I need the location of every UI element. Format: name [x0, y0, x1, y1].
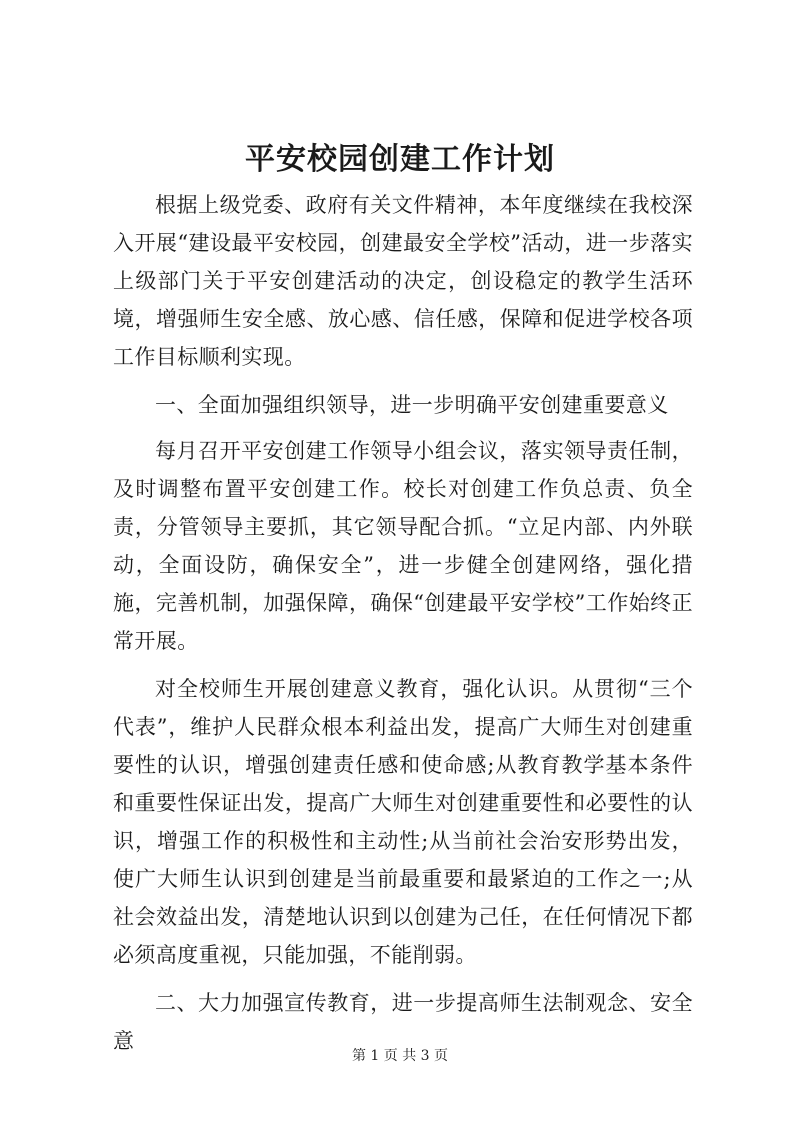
document-title: 平安校园创建工作计划 [245, 142, 555, 177]
paragraph-section-1-a: 每月召开平安创建工作领导小组会议，落实领导责任制，及时调整布置平安创建工作。校长对创建工作负总责、负全责，分管领导主要抓，其它领导配合抓。“立足内部、内外联动，全面设防，确保安全”，进一步健全创建网络，强化措施，完善机制，加强保障，确保“创建最平安学校”工作始终正常开展。 [113, 439, 693, 653]
document-body [113, 186, 693, 1068]
section-heading-1: 一、全面加强组织领导，进一步明确平安创建重要意义 [155, 393, 669, 417]
paragraph-intro: 根据上级党委、政府有关文件精神，本年度继续在我校深入开展“建设最平安校园，创建最安全学校”活动，进一步落实上级部门关于平安创建活动的决定，创设稳定的教学生活环境，增强师生安全感、放心感、信任感，保障和促进学校各项工作目标顺利实现。 [113, 193, 693, 369]
section-heading-2: 二、大力加强宣传教育，进一步提高师生法制观念、安全意 [113, 991, 693, 1053]
page-number-footer: 第 1 页 共 3 页 [351, 1048, 449, 1064]
paragraph-section-1-b: 对全校师生开展创建意义教育，强化认识。从贯彻“三个代表”，维护人民群众根本利益出发，提高广大师生对创建重要性的认识，增强创建责任感和使命感;从教育教学基本条件和重要性保证出发，提高广大师生对创建重要性和必要性的认识，增强工作的积极性和主动性;从当前社会治安形势出发，使广大师生认识到创建是当前最重要和最紧迫的工作之一;从社会效益出发，清楚地认识到以创建为己任，在任何情况下都必须高度重视，只能加强，不能削弱。 [113, 677, 693, 967]
